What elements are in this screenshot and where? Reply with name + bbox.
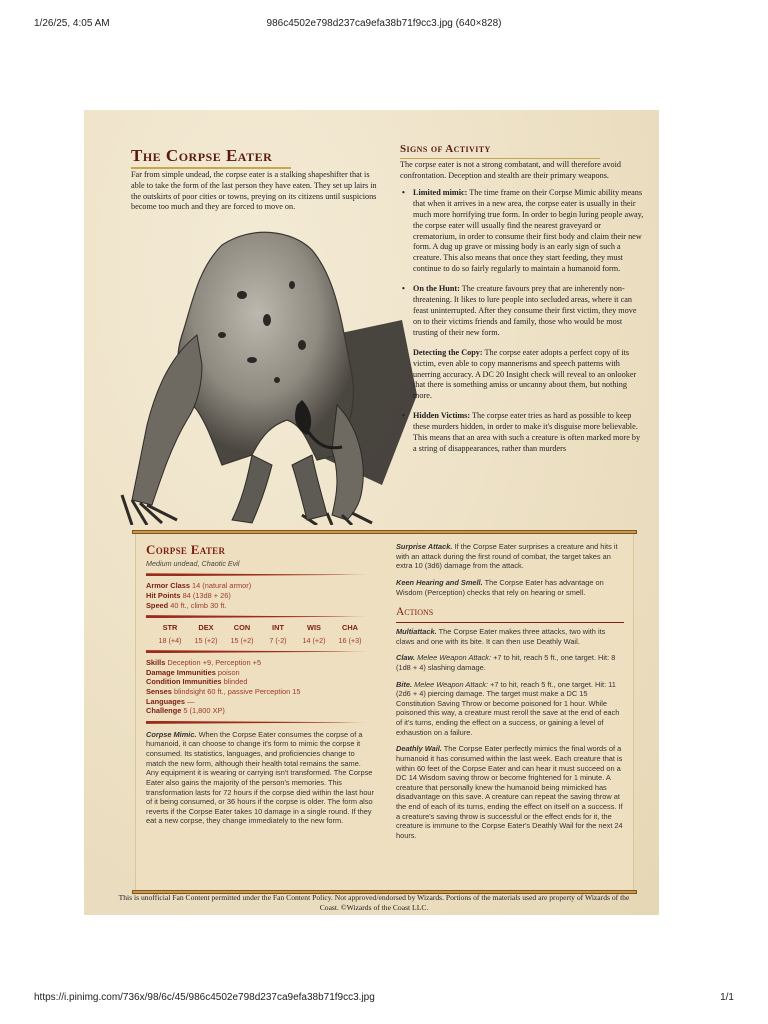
action-claw xyxy=(396,653,624,672)
trait-name: Corpse Mimic. xyxy=(146,729,197,739)
action-name: Multiattack. xyxy=(396,627,437,637)
signs-column xyxy=(400,142,644,464)
trait-text: The Corpse Eater has advantage on Wisdom (Perception) checks that rely on hearing or smell. xyxy=(396,577,604,597)
challenge xyxy=(146,706,374,716)
signs-intro: The corpse eater is not a strong combatant, and will therefore avoid confrontation. Deception and stealth are their primary weapons. xyxy=(400,160,621,181)
damage-immunities-value: poison xyxy=(217,667,240,677)
skills xyxy=(146,658,374,668)
ability-cha xyxy=(332,623,368,645)
challenge-value: 5 (1,800 XP) xyxy=(183,706,225,716)
languages xyxy=(146,697,374,707)
condition-immunities-label: Condition Immunities xyxy=(146,677,222,687)
hit-points xyxy=(146,591,374,601)
skills-label: Skills xyxy=(146,658,166,668)
page-count: 1/1 xyxy=(720,992,734,1003)
languages-label: Languages xyxy=(146,696,186,706)
armor-class xyxy=(146,581,374,591)
hp-label: Hit Points xyxy=(146,590,181,600)
action-bite xyxy=(396,680,624,738)
title-divider xyxy=(131,167,291,169)
bullet-name: Detecting the Copy: xyxy=(413,347,483,357)
action-name: Bite. xyxy=(396,679,413,689)
damage-immunities-label: Damage Immunities xyxy=(146,667,216,677)
speed-label: Speed xyxy=(146,600,169,610)
stat-block xyxy=(136,534,633,890)
trait-corpse-mimic xyxy=(146,730,374,826)
actions-heading: Actions xyxy=(396,606,434,619)
speed-value: 40 ft., climb 30 ft. xyxy=(170,600,227,610)
actions-divider xyxy=(396,622,624,623)
list-item xyxy=(400,411,644,455)
bullet-name: Limited mimic: xyxy=(413,187,468,197)
document-page xyxy=(84,110,659,915)
action-kind: Melee Weapon Attack: xyxy=(412,679,489,689)
ability-scores xyxy=(152,623,368,645)
bullet-icon: • xyxy=(402,187,405,197)
ability-name: WIS xyxy=(307,623,321,633)
hp-value: 84 (13d8 + 26) xyxy=(182,590,231,600)
ability-name: CON xyxy=(233,623,251,633)
signs-list xyxy=(400,188,644,455)
trait-name: Surprise Attack. xyxy=(396,542,453,551)
bullet-name: Hidden Victims: xyxy=(413,411,471,421)
creature-name: Corpse Eater xyxy=(146,542,226,557)
speed xyxy=(146,601,374,611)
bullet-icon: • xyxy=(402,284,405,294)
bullet-icon: • xyxy=(402,411,405,421)
ability-con xyxy=(224,623,260,645)
bullet-name: On the Hunt: xyxy=(413,284,460,294)
bullet-text: The creature favours prey that are inherently non-threatening. It likes to lure people into secluded areas, where it can feast uninterrupted. After they consume their first victim, they move on to their victims friends and family, those who would be most trusting of their new form. xyxy=(413,284,637,337)
trait-keen-hearing xyxy=(396,578,624,597)
signs-heading: Signs of Activity xyxy=(400,143,491,155)
ability-name: DEX xyxy=(198,623,214,633)
action-multiattack xyxy=(396,627,624,646)
intro-paragraph: Far from simple undead, the corpse eater is a stalking shapeshifter that is able to take the form of the last person they have eaten. They set up lairs in the outskirts of poor cities or towns, preying on its citizens until suspicions become too much and they are forced to move on. xyxy=(131,170,377,212)
damage-immunities xyxy=(146,668,374,678)
print-url: https://i.pinimg.com/736x/98/6c/45/986c4502e798d237ca9efa38b71f9cc3.jpg xyxy=(34,992,375,1003)
ability-dex xyxy=(188,623,224,645)
bullet-text: The time frame on their Corpse Mimic ability means that when it arrives in a new area, the corpse eater is usually in their much more horrifying true form. In order to begin luring people away, the corpse eater will usually find the nearest graveyard or crematorium, in order to consume their first body and claim their new form. A dug up grave or missing body is an early sign of such a creature. This also means that once they start feeding, they must continue to do so fairly regularly to maintain a humanoid form. xyxy=(413,187,644,274)
ability-value: 16 (+3) xyxy=(338,635,362,645)
condition-immunities-value: blinded xyxy=(223,677,248,687)
senses-value: blindsight 60 ft., passive Perception 15 xyxy=(173,686,301,696)
trait-text: When the Corpse Eater consumes the corpse of a humanoid, it can choose to change it's form to mimic the corpse it consumed. Its statistics, languages, and proficiencies change to match the new form, although their health total remains the same. Any equipment it is wearing or carrying isn't transformed. The Corpse Eater also gains the majority of the person's memories. This transformation lasts for 72 hours if the corpse died within the last hour of it being consumed, or 36 hours if the corpse is older. The form also reverts if the Corpse Eater takes 10 damage in a single round. If they eat a new corpse, they change immediately to the new form. xyxy=(146,729,374,826)
action-name: Deathly Wail. xyxy=(396,744,442,754)
senses-label: Senses xyxy=(146,686,172,696)
ability-value: 15 (+2) xyxy=(194,635,218,645)
action-deathly-wail xyxy=(396,744,624,840)
creature-type: Medium undead, Chaotic Evil xyxy=(146,558,240,568)
action-name: Claw. xyxy=(396,653,416,663)
list-item xyxy=(400,348,644,403)
armor-label: Armor Class xyxy=(146,581,190,591)
bullet-text: The corpse eater adopts a perfect copy of its victim, even able to copy mannerisms and speech patterns with unerring accuracy. A DC 20 Insight check will reveal to an onlooker that there is something amiss or uncanny about them, but nothing more. xyxy=(413,347,637,401)
languages-value: — xyxy=(187,696,195,706)
condition-immunities xyxy=(146,677,374,687)
senses xyxy=(146,687,374,697)
tapered-rule xyxy=(146,615,374,618)
print-title: 986c4502e798d237ca9efa38b71f9cc3.jpg (640×828) xyxy=(266,18,502,29)
list-item xyxy=(400,188,644,275)
ability-wis xyxy=(296,623,332,645)
stat-block-right-column xyxy=(392,534,628,848)
ability-value: 7 (-2) xyxy=(269,635,287,645)
legal-notice: This is unofficial Fan Content permitted under the Fan Content Policy. Not approved/endorsed by Wizards. Portions of the materials used are property of Wizards of the Coast. ©Wizards of the Coast LLC. xyxy=(118,893,630,912)
trait-text: If the Corpse Eater surprises a creature and hits it with an attack during the first round of combat, the target takes an extra 10 (3d6) damage from the attack. xyxy=(396,542,618,571)
trait-surprise-attack xyxy=(396,542,624,571)
ability-name: INT xyxy=(272,623,284,633)
tapered-rule xyxy=(146,650,374,653)
tapered-rule xyxy=(146,573,374,576)
page-title: The Corpse Eater xyxy=(131,146,273,165)
action-text: +7 to hit, reach 5 ft., one target. Hit: 11 (2d6 + 4) piercing damage. The target must make a DC 15 Constitution Saving Throw or become poisoned for 1 hour. While poisoned this way, a creature must reroll the save at the end of each of it's turns, ending the effect on a success, or gaining a level of exhaustion on a failure. xyxy=(396,679,620,737)
ability-int xyxy=(260,623,296,645)
action-text: The Corpse Eater makes three attacks, two with its claws and one with its bite. It can then use Deathly Wail. xyxy=(396,627,606,646)
ability-value: 14 (+2) xyxy=(302,635,326,645)
stat-block-left-column xyxy=(136,534,382,826)
action-kind: Melee Weapon Attack: xyxy=(415,653,492,663)
action-text: The Corpse Eater perfectly mimics the final words of a humanoid it has consumed within the last week. Each creature that is within 60 feet of the Corpse Eater and can hear it must succeed on a DC 14 Wisdom saving throw or become frightened for 1 minute. A creature that personally knew the humanoid being mimicked has disadvantage on this save. A creature can repeat the saving throw at the end of each of its turns, ending the effect on itself on a success. If a creature's saving throw is successful or the effect ends for it, the creature is immune to the Corpse Eater's Deathly Wail for the next 24 hours. xyxy=(396,744,623,840)
ability-str xyxy=(152,623,188,645)
bullet-text: The corpse eater tries as hard as possible to keep these murders hidden, in order to make it's disguise more believable. This means that an area with such a creature is often marked more by a string of disappearances, rather than murders xyxy=(413,411,641,453)
ability-value: 15 (+2) xyxy=(230,635,254,645)
ability-value: 18 (+4) xyxy=(158,635,182,645)
print-date: 1/26/25, 4:05 AM xyxy=(34,18,110,29)
action-text: +7 to hit, reach 5 ft., one target. Hit: 8 (1d8 + 4) slashing damage. xyxy=(396,653,616,672)
trait-name: Keen Hearing and Smell. xyxy=(396,577,483,587)
armor-value: 14 (natural armor) xyxy=(192,581,252,591)
signs-divider xyxy=(400,158,600,160)
ability-name: STR xyxy=(162,623,178,633)
list-item xyxy=(400,284,644,339)
skills-value: Deception +9, Perception +5 xyxy=(167,658,262,668)
corpse-eater-illustration xyxy=(102,225,432,525)
tapered-rule xyxy=(146,721,374,724)
challenge-label: Challenge xyxy=(146,706,182,716)
ability-name: CHA xyxy=(341,623,358,633)
